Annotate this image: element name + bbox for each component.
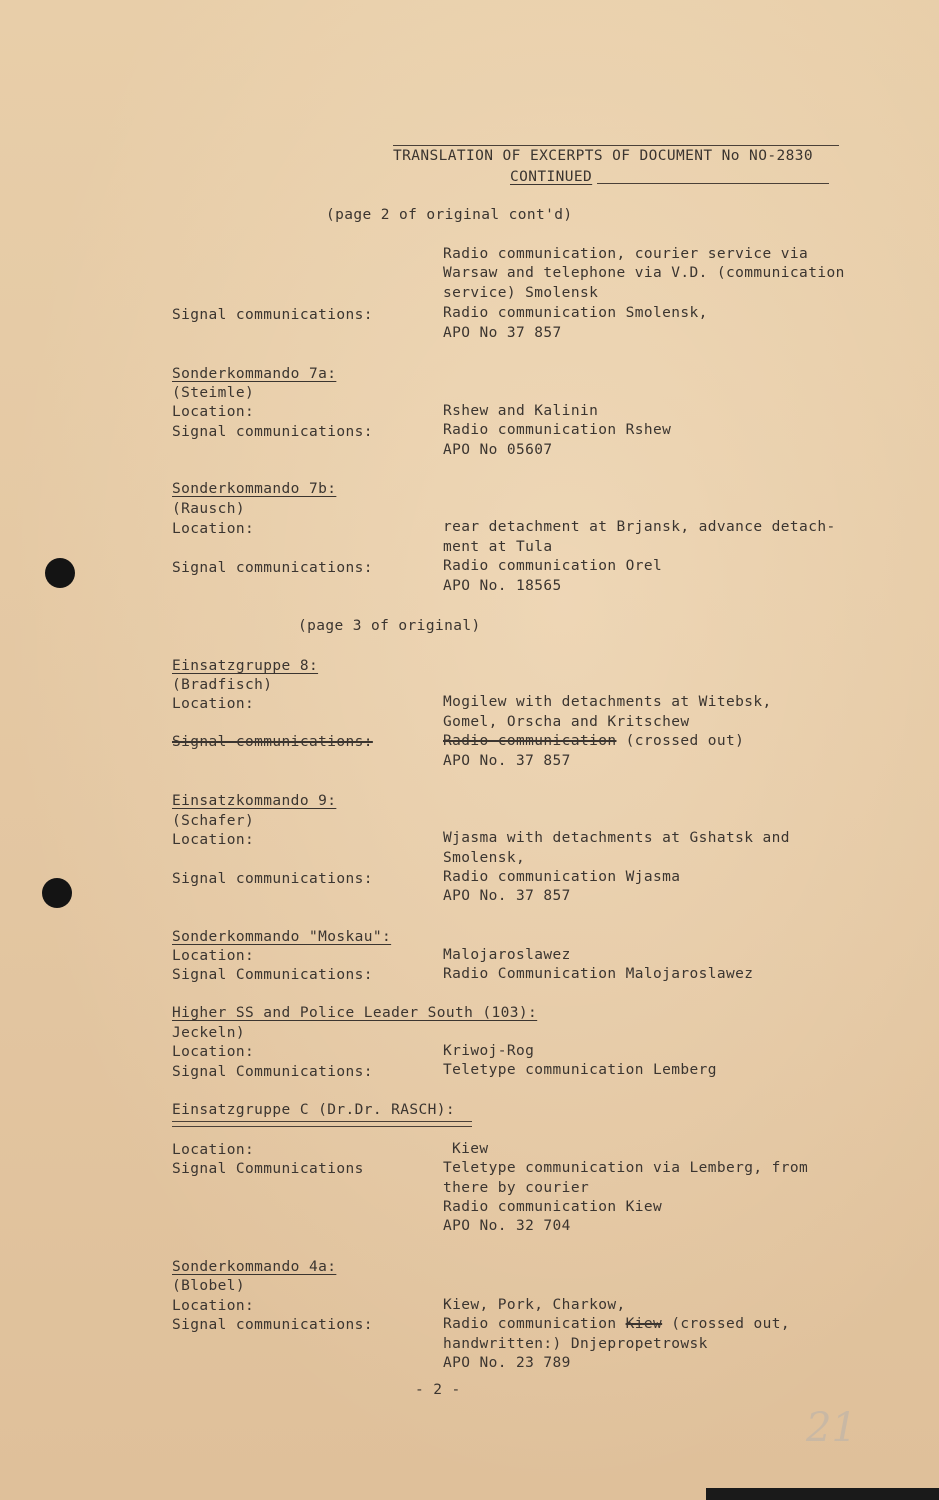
punch-hole-upper xyxy=(45,558,75,588)
signal-value: APO No. 32 704 xyxy=(443,1218,571,1234)
unit-heading: Einsatzgruppe C (Dr.Dr. RASCH): xyxy=(172,1102,456,1118)
signal-value xyxy=(443,732,744,752)
signal-value: APO No. 37 857 xyxy=(443,753,571,769)
signal-label: Signal communications: xyxy=(172,424,373,440)
struck-note: (crossed out, xyxy=(671,1316,790,1332)
struck-note: (crossed out) xyxy=(625,733,745,749)
location-label: Location: xyxy=(172,948,255,964)
signal-value: APO No. 18565 xyxy=(443,578,562,594)
location-value: ment at Tula xyxy=(443,539,553,555)
header-top-rule xyxy=(393,145,839,146)
signal-value: handwritten:) Dnjepropetrowsk xyxy=(443,1336,708,1352)
unit-heading: Sonderkommando 4a: xyxy=(172,1259,337,1275)
signal-label: Signal Communications: xyxy=(172,1064,373,1080)
double-underline xyxy=(172,1121,472,1127)
signal-label: Signal Communications xyxy=(172,1161,364,1177)
signal-value: Radio Communication Malojaroslawez xyxy=(443,966,754,982)
intro-value-line: APO No 37 857 xyxy=(443,325,562,341)
location-value: rear detachment at Brjansk, advance detach- xyxy=(443,519,836,535)
unit-commander: (Steimle) xyxy=(172,385,255,401)
unit-commander: (Blobel) xyxy=(172,1278,246,1294)
signal-value: Teletype communication Lemberg xyxy=(443,1062,717,1078)
signal-value: Radio communication Kiew xyxy=(443,1199,663,1215)
document-subheading: CONTINUED xyxy=(510,169,593,185)
page-number: - 2 - xyxy=(415,1382,461,1398)
signal-value: APO No. 37 857 xyxy=(443,888,571,904)
location-value: Kiew, Pork, Charkow, xyxy=(443,1297,626,1313)
location-label: Location: xyxy=(172,696,255,712)
punch-hole-lower xyxy=(42,878,72,908)
location-value: Kriwoj-Rog xyxy=(443,1043,535,1059)
intro-value-line: Radio communication, courier service via xyxy=(443,246,809,262)
intro-value-line: Warsaw and telephone via V.D. (communication xyxy=(443,265,845,281)
signal-value: APO No 05607 xyxy=(443,442,553,458)
unit-heading: Sonderkommando 7a: xyxy=(172,366,337,382)
intro-value-line: Radio communication Smolensk, xyxy=(443,305,708,321)
unit-heading: Einsatzkommando 9: xyxy=(172,793,337,809)
location-label: Location: xyxy=(172,521,255,537)
location-label: Location: xyxy=(172,1298,255,1314)
unit-commander: (Schafer) xyxy=(172,813,255,829)
signal-value-prefix: Radio communication xyxy=(443,1316,617,1332)
location-label: Location: xyxy=(172,1044,255,1060)
unit-commander: (Bradfisch) xyxy=(172,677,273,693)
struck-text: Radio communication xyxy=(443,733,617,749)
location-label: Location: xyxy=(172,832,255,848)
intro-label: Signal communications: xyxy=(172,307,373,323)
location-value: Kiew xyxy=(452,1141,489,1157)
handwritten-folio-number: 21 xyxy=(806,1405,857,1451)
signal-value: there by courier xyxy=(443,1180,590,1196)
unit-heading: Sonderkommando "Moskau": xyxy=(172,929,392,945)
signal-value: APO No. 23 789 xyxy=(443,1355,571,1371)
signal-value: Radio communication Orel xyxy=(443,558,663,574)
page-note: (page 3 of original) xyxy=(298,618,481,634)
intro-value-line: service) Smolensk xyxy=(443,285,599,301)
signal-label-struck: Signal communications: xyxy=(172,734,373,750)
signal-label: Signal Communications: xyxy=(172,967,373,983)
signal-value: Radio communication Wjasma xyxy=(443,869,681,885)
location-value: Smolensk, xyxy=(443,850,526,866)
signal-value xyxy=(443,1315,790,1335)
signal-label: Signal communications: xyxy=(172,1317,373,1333)
unit-commander: Jeckeln) xyxy=(172,1025,246,1041)
signal-label: Signal communications: xyxy=(172,560,373,576)
signal-label: Signal communications: xyxy=(172,871,373,887)
document-heading: TRANSLATION OF EXCERPTS OF DOCUMENT No NO-2830 xyxy=(393,148,813,164)
location-value: Gomel, Orscha and Kritschew xyxy=(443,714,690,730)
location-value: Mogilew with detachments at Witebsk, xyxy=(443,694,772,710)
location-value: Rshew and Kalinin xyxy=(443,403,599,419)
signal-value: Teletype communication via Lemberg, from xyxy=(443,1160,809,1176)
page-note: (page 2 of original cont'd) xyxy=(326,207,573,223)
header-bottom-rule xyxy=(597,183,829,184)
bottom-edge-shadow xyxy=(706,1488,939,1500)
location-value: Malojaroslawez xyxy=(443,947,571,963)
unit-commander: (Rausch) xyxy=(172,501,246,517)
struck-text: Kiew xyxy=(625,1316,663,1332)
unit-heading: Einsatzgruppe 8: xyxy=(172,658,319,674)
location-label: Location: xyxy=(172,404,255,420)
location-label: Location: xyxy=(172,1142,255,1158)
signal-value: Radio communication Rshew xyxy=(443,422,672,438)
unit-heading: Sonderkommando 7b: xyxy=(172,481,337,497)
unit-heading: Higher SS and Police Leader South (103): xyxy=(172,1005,538,1021)
location-value: Wjasma with detachments at Gshatsk and xyxy=(443,830,790,846)
